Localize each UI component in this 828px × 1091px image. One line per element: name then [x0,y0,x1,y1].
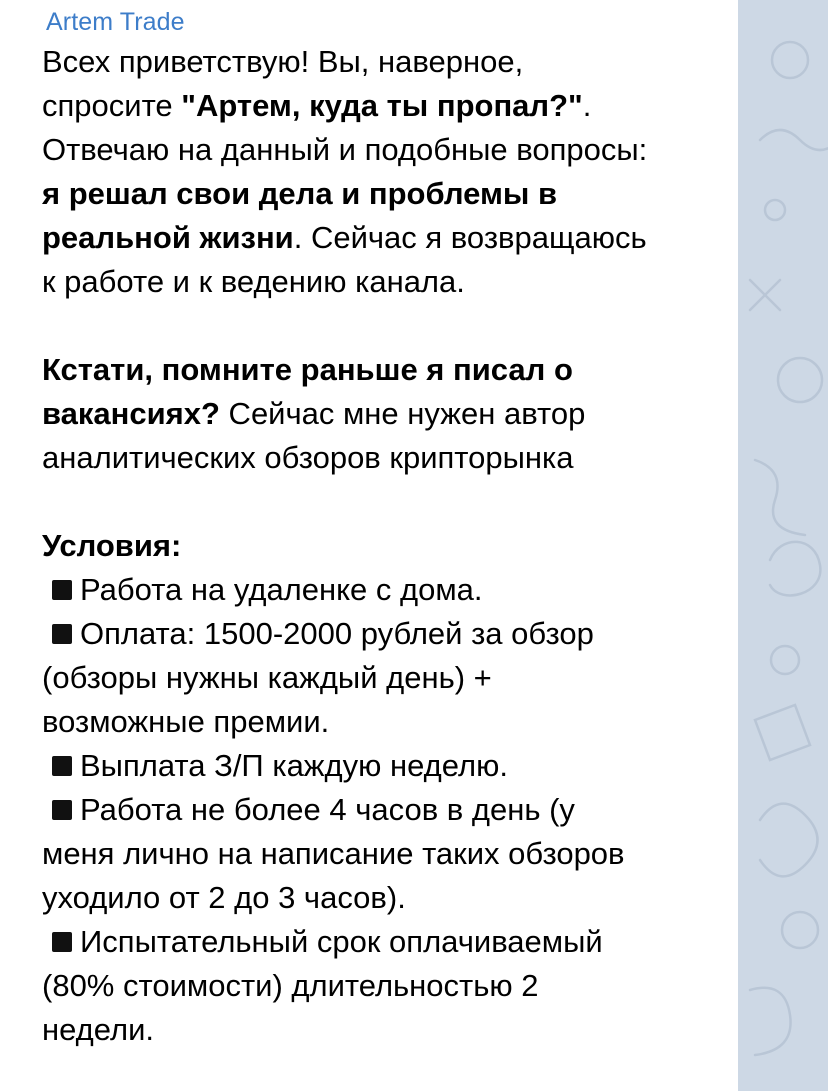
list-item: Выплата З/П каждую неделю. [42,744,722,788]
black-square-icon [52,756,72,776]
conditions-title: Условия: [42,528,182,563]
text-line: я решал свои дела и проблемы в [42,176,558,211]
sender-name[interactable]: Artem Trade [46,8,185,36]
text-line: к работе и к ведению канала. [42,264,465,299]
list-item: Испытательный срок оплачиваемый [42,920,722,964]
message-text [42,40,722,1052]
text-line: Всех приветствую! Вы, наверное, [42,44,524,79]
text-line: уходило от 2 до 3 часов). [42,880,406,915]
text-line: Кстати, помните раньше я писал о [42,352,573,387]
list-item: Оплата: 1500-2000 рублей за обзор [42,612,722,656]
text-line: (обзоры нужны каждый день) + [42,660,492,695]
text-line: реальной жизни. Сейчас я возвращаюсь [42,220,647,255]
black-square-icon [52,580,72,600]
list-item: Работа не более 4 часов в день (у [42,788,722,832]
text-line: аналитических обзоров крипторынка [42,440,574,475]
text-line: меня лично на написание таких обзоров [42,836,625,871]
black-square-icon [52,624,72,644]
text-line: Отвечаю на данный и подобные вопросы: [42,132,648,167]
text-line: спросите "Артем, куда ты пропал?". [42,88,592,123]
text-line: возможные премии. [42,704,330,739]
text-line: вакансиях? Сейчас мне нужен автор [42,396,586,431]
text-line: (80% стоимости) длительностью 2 [42,968,539,1003]
list-item: Работа на удаленке с дома. [42,568,722,612]
text-line: недели. [42,1012,154,1047]
black-square-icon [52,800,72,820]
black-square-icon [52,932,72,952]
